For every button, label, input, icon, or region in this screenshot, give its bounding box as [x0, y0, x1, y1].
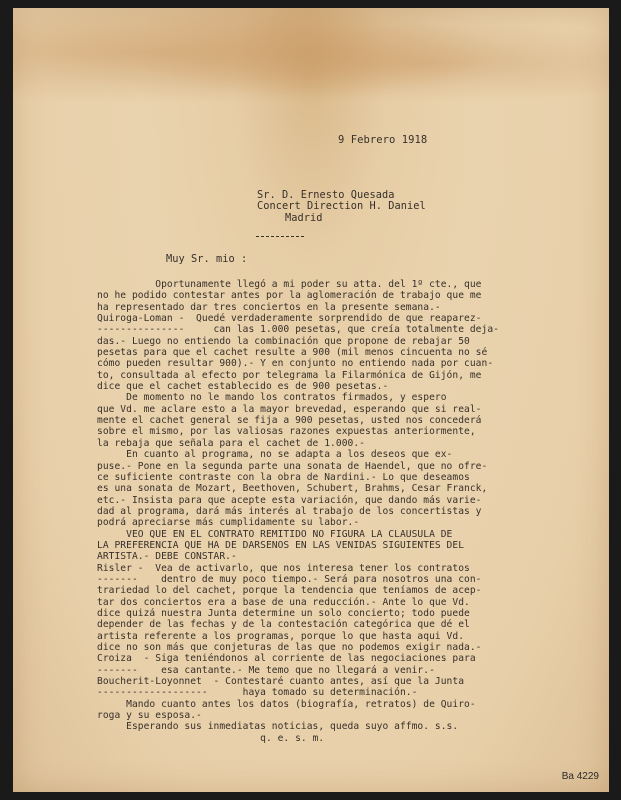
- archive-reference: Ba 4229: [561, 771, 599, 782]
- letter-body: Oportunamente llegó a mi poder su atta. del 1º cte., que no he podido contestar antes por la aglomeración de trabajo que me ha representado dar tres conciertos en la presente semana.- Quiroga-Loman - Quedé verdaderamente sorprendido de que reaparez- --------------- can las 1.000 pesetas, que creía totalmente deja- das.- Luego no entiendo la combinación que propone de rebajar 50 pesetas para que el cachet resulte a 900 (mil menos cincuenta no sé cómo pueden resultar 900).- Y en conjunto no entiendo nada por cuan- to, consultada al efecto por telegrama la Filarmónica de Gijón, me dice que el cachet establecido es de 900 pesetas.- De momento no le mando los contratos firmados, y espero que Vd. me aclare esto a la mayor brevedad, esperando que si real- mente el cachet general se fija a 900 pesetas, usted nos concederá sobre el mismo, por las valiosas razones expuestas anteriormente, la rebaja que señala para el cachet de 1.000.- En cuanto al programa, no se adapta a los deseos que ex- puse.- Pone en la segunda parte una sonata de Haendel, que no ofre- ce suficiente contraste con la obra de Nardini.- Lo que deseamos es una sonata de Mozart, Beethoven, Schubert, Brahms, Cesar Franck, etc.- Insista para que acepte esta variación, que dando más varie- dad al programa, dará más interés al trabajo de los concertistas y podrá apreciarse más cumplidamente su labor.- VEO QUE EN EL CONTRATO REMITIDO NO FIGURA LA CLAUSULA DE LA PREFERENCIA QUE HA DE DARSENOS EN LAS VENIDAS SIGUIENTES DEL ARTISTA.- DEBE CONSTAR.- Risler - Vea de activarlo, que nos interesa tener los contratos ------- dentro de muy poco tiempo.- Será para nosotros una con- trariedad lo del cachet, porque la tendencia que teníamos de acep- tar dos conciertos era a base de una reducción.- Ante lo que Vd. dice quizá nuestra Junta determine un solo concierto; todo puede depender de las fechas y de la contestación categórica que dé el artista referente a los programas, porque lo que hasta aqui Vd. dice no son más que conjeturas de las que no podemos exigir nada.- Croiza - Siga teniéndonos al corriente de las negociaciones para ------- esa cantante.- Me temo que no llegará a venir.- Boucherit-Loyonnet - Contestaré cuanto antes, así que la Junta ------------------- haya tomado su determinación.- Mando cuanto antes los datos (biografía, retratos) de Quiro- roga y su esposa.- Esperando sus inmediatas noticias, queda suyo affmo. s.s. q. e. s. m.: [97, 279, 499, 744]
- paper-stain: [13, 8, 609, 118]
- recipient-line: Sr. D. Ernesto Quesada: [257, 189, 395, 201]
- letter-date: 9 Febrero 1918: [338, 134, 428, 146]
- recipient-address: [257, 190, 426, 224]
- letter-paper: [13, 8, 609, 792]
- recipient-line: Madrid: [285, 211, 323, 224]
- recipient-line: Concert Direction H. Daniel: [257, 200, 426, 213]
- address-underline: [256, 236, 304, 237]
- salutation: Muy Sr. mio :: [166, 253, 248, 265]
